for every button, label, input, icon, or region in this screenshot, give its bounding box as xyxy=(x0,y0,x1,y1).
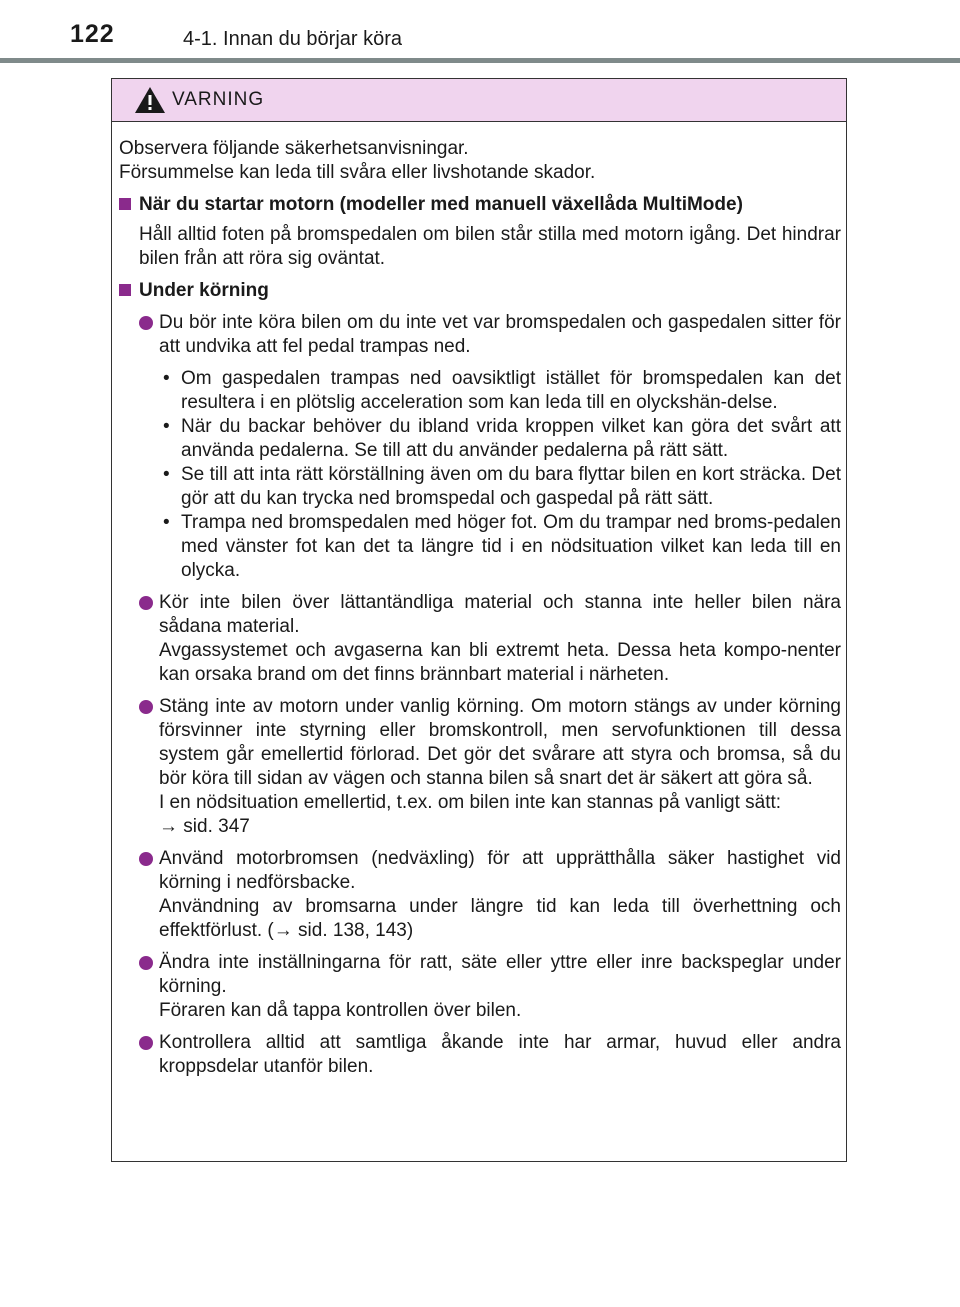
square-bullet-icon xyxy=(119,284,131,296)
dot-bullet-icon: • xyxy=(163,416,170,437)
bullet-text: Kontrollera alltid att samtliga åkande inte har armar, huvud eller andra kroppsdelar utanför bilen. xyxy=(159,1032,841,1077)
bullet-text: Användning av bromsarna under längre tid kan leda till överhettning och effektförlust. (→ sid. 138, 143) xyxy=(159,896,841,941)
list-item xyxy=(119,951,841,1023)
intro-line: Observera följande säkerhetsanvisningar. xyxy=(119,138,469,159)
warning-title: VARNING xyxy=(172,89,265,110)
header-rule xyxy=(0,58,960,63)
section-heading: När du startar motorn (modeller med manuell växellåda MultiMode) xyxy=(139,194,743,215)
list-item xyxy=(119,311,841,359)
bullet-text: Avgassystemet och avgaserna kan bli extremt heta. Dessa heta kompo-nenter kan orsaka brand om det finns brännbart material i närheten. xyxy=(159,640,841,685)
sub-list-item xyxy=(159,415,841,463)
warning-box xyxy=(111,78,847,1162)
sub-list-item xyxy=(159,511,841,583)
bullet-text: Stäng inte av motorn under vanlig körning. Om motorn stängs av under körning försvinner inte styrning eller bromskontroll, men servofunktionen till dessa system går emellertid förlorad. Det gör det svårare att styra och bromsa, så du bör köra till sidan av vägen och stanna bilen så snart det är säkert att göra så. xyxy=(159,696,841,789)
round-bullet-icon xyxy=(139,852,153,866)
round-bullet-icon xyxy=(139,596,153,610)
round-bullet-icon xyxy=(139,700,153,714)
sub-bullet-text: Trampa ned bromspedalen med höger fot. Om du trampar ned broms-pedalen med vänster fot kan det ta längre tid i en nödsituation vilket kan leda till en olycka. xyxy=(181,512,841,581)
bullet-text: Ändra inte inställningarna för ratt, säte eller yttre eller inre backspeglar under körning. xyxy=(159,952,841,997)
square-bullet-icon xyxy=(119,198,131,210)
sub-list xyxy=(119,367,841,583)
list-item xyxy=(119,1031,841,1079)
round-bullet-icon xyxy=(139,1036,153,1050)
bullet-text: Använd motorbromsen (nedväxling) för att upprätthålla säker hastighet vid körning i nedförsbacke. xyxy=(159,848,841,893)
warning-body xyxy=(119,137,841,1079)
round-bullet-icon xyxy=(139,316,153,330)
page-header xyxy=(0,0,960,64)
bullet-text: Föraren kan då tappa kontrollen över bilen. xyxy=(159,1000,522,1021)
intro-line: Försummelse kan leda till svåra eller livshotande skador. xyxy=(119,162,596,183)
sub-bullet-text: När du backar behöver du ibland vrida kroppen vilket kan göra det svårt att använda pedalerna. Se till att du använder pedalerna på rätt sätt. xyxy=(181,416,841,461)
sub-bullet-text: Om gaspedalen trampas ned oavsiktligt istället för bromspedalen kan det resultera i en plötslig acceleration som kan leda till en olyckshän-delse. xyxy=(181,368,841,413)
dot-bullet-icon: • xyxy=(163,368,170,389)
round-bullet-icon xyxy=(139,956,153,970)
bullet-text: Du bör inte köra bilen om du inte vet var bromspedalen och gaspedalen sitter för att undvika att fel pedal trampas ned. xyxy=(159,312,841,357)
sub-list-item xyxy=(159,463,841,511)
sub-list-item xyxy=(159,367,841,415)
bullet-text: I en nödsituation emellertid, t.ex. om bilen inte kan stannas på vanligt sätt: xyxy=(159,792,782,813)
dot-bullet-icon: • xyxy=(163,512,170,533)
list-item xyxy=(119,847,841,943)
warning-header xyxy=(112,79,846,122)
section-driving xyxy=(119,279,841,303)
warning-triangle-icon xyxy=(134,86,166,114)
dot-bullet-icon: • xyxy=(163,464,170,485)
list-item xyxy=(119,591,841,687)
chapter-title: 4-1. Innan du börjar köra xyxy=(183,28,403,50)
section-text: Håll alltid foten på bromspedalen om bilen står stilla med motorn igång. Det hindrar bilen från att röra sig oväntat. xyxy=(139,224,841,269)
page-number: 122 xyxy=(70,20,115,48)
bullet-text: Kör inte bilen över lättantändliga material och stanna inte heller bilen nära sådana material. xyxy=(159,592,841,637)
sub-bullet-text: Se till att inta rätt körställning även om du bara flyttar bilen en kort sträcka. Det gör att du kan trycka ned bromspedal och gaspedal på rätt sätt. xyxy=(181,464,841,509)
list-item xyxy=(119,695,841,839)
section-starting-engine xyxy=(119,193,841,217)
section-heading: Under körning xyxy=(139,280,269,301)
page-reference: → sid. 347 xyxy=(159,816,250,837)
